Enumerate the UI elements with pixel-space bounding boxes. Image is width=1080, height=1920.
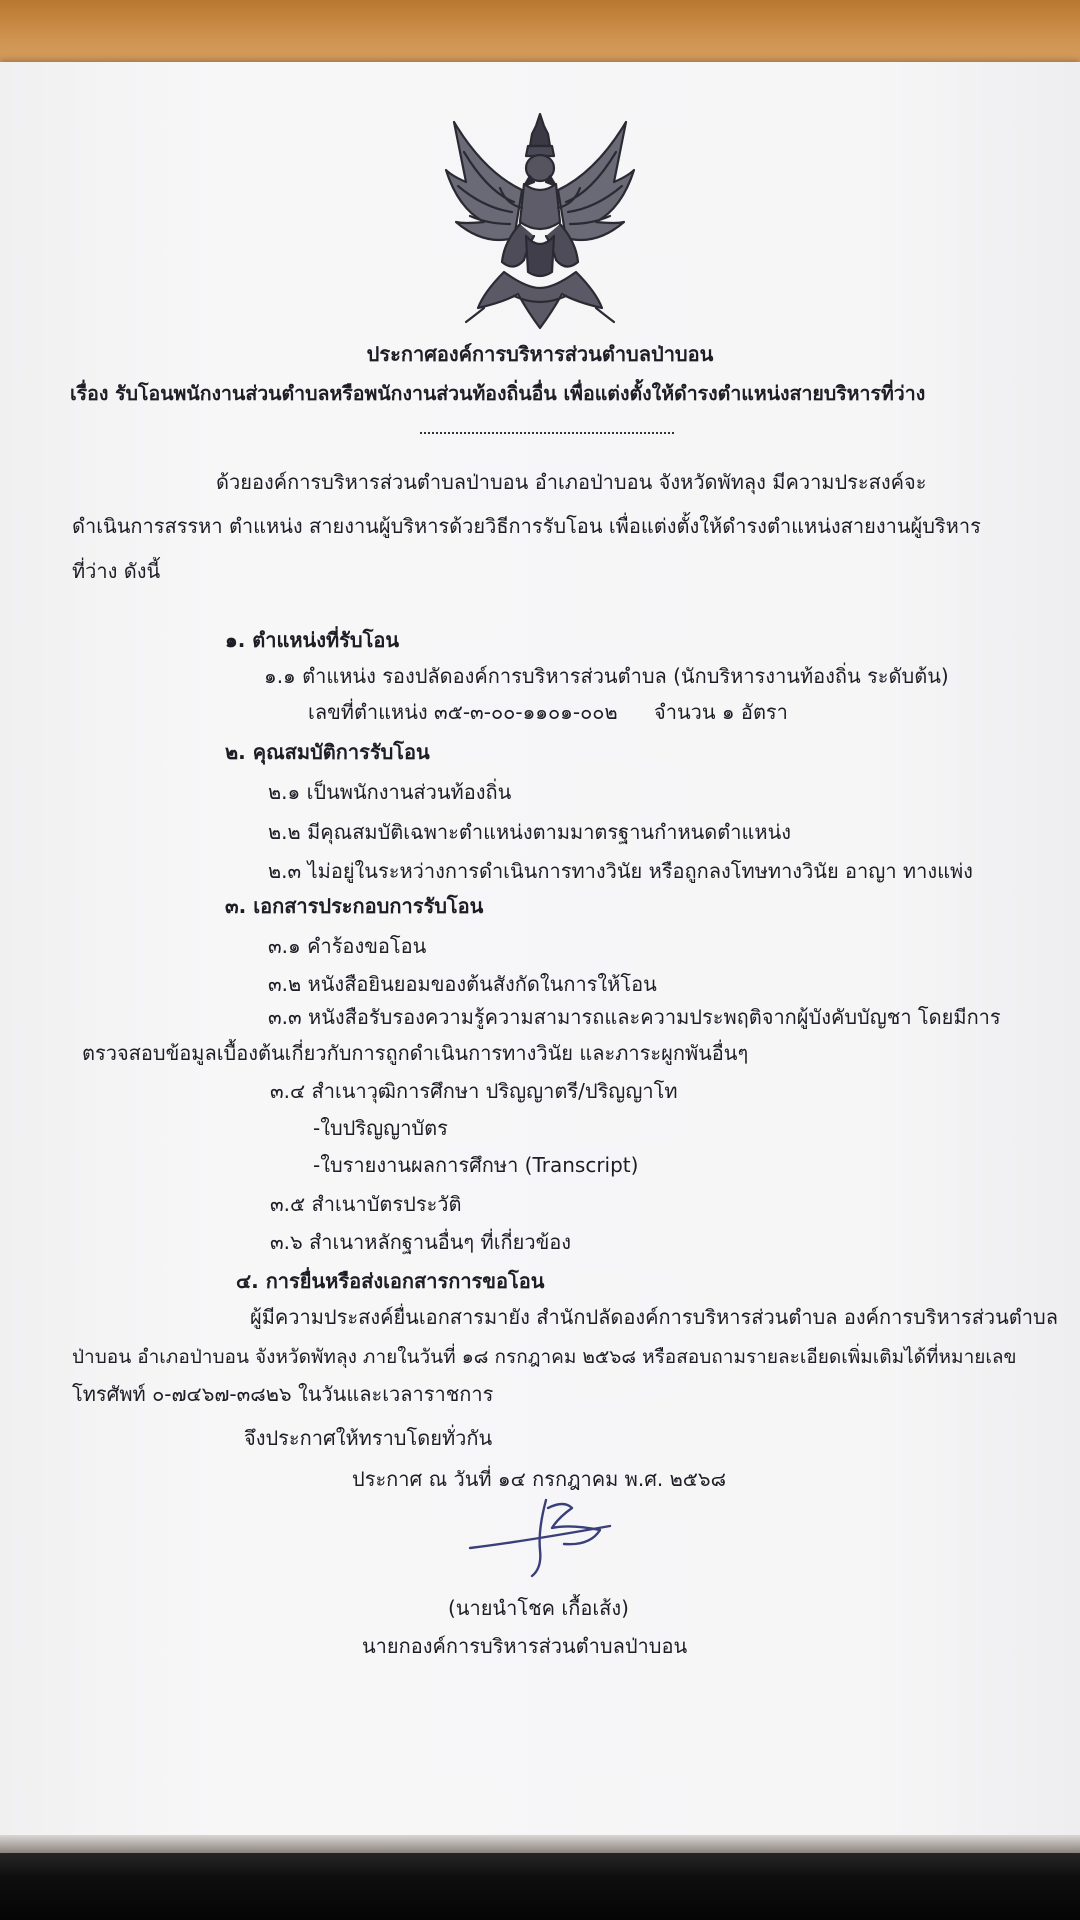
title-dotted-divider bbox=[420, 432, 674, 434]
section-3-item-3-line-2: ตรวจสอบข้อมูลเบื้องต้นเกี่ยวกับการถูกดำเนินการทางวินัย และภาระผูกพันอื่นๆ bbox=[82, 1041, 749, 1065]
signer-title: นายกองค์การบริหารส่วนตำบลป่าบอน bbox=[362, 1634, 688, 1658]
section-1-item-1: ๑.๑ ตำแหน่ง รองปลัดองค์การบริหารส่วนตำบล (นักบริหารงานท้องถิ่น ระดับต้น) bbox=[264, 664, 949, 688]
section-4-line-1: ผู้มีความประสงค์ยื่นเอกสารมายัง สำนักปลัดองค์การบริหารส่วนตำบล องค์การบริหารส่วนตำบล bbox=[250, 1305, 1058, 1329]
section-3-item-6: ๓.๖ สำเนาหลักฐานอื่นๆ ที่เกี่ยวข้อง bbox=[270, 1230, 572, 1254]
closing-announcement: จึงประกาศให้ทราบโดยทั่วกัน bbox=[244, 1426, 493, 1450]
section-4-line-2: ป่าบอน อำเภอป่าบอน จังหวัดพัทลุง ภายในวันที่ ๑๘ กรกฎาคม ๒๕๖๘ หรือสอบถามรายละเอียดเพิ่มเติมได้ที่หมายเลข bbox=[72, 1346, 1017, 1368]
section-2-item-1: ๒.๑ เป็นพนักงานส่วนท้องถิ่น bbox=[268, 780, 512, 804]
section-3-item-4-sub-1: -ใบปริญญาบัตร bbox=[313, 1116, 448, 1140]
section-3-heading: ๓. เอกสารประกอบการรับโอน bbox=[225, 894, 484, 918]
intro-line-3: ที่ว่าง ดังนี้ bbox=[72, 559, 161, 583]
announcement-date: ประกาศ ณ วันที่ ๑๔ กรกฎาคม พ.ศ. ๒๕๖๘ bbox=[352, 1467, 727, 1491]
section-3-item-2: ๓.๒ หนังสือยินยอมของต้นสังกัดในการให้โอน bbox=[268, 972, 657, 996]
section-1-position-count: จำนวน ๑ อัตรา bbox=[654, 700, 788, 724]
section-2-item-3: ๒.๓ ไม่อยู่ในระหว่างการดำเนินการทางวินัย หรือถูกลงโทษทางวินัย อาญา ทางแพ่ง bbox=[268, 859, 973, 883]
dark-floor-background bbox=[0, 1850, 1080, 1920]
signer-name: (นายนำโชค เกื้อเส้ง) bbox=[448, 1596, 629, 1620]
section-3-item-4: ๓.๔ สำเนาวุฒิการศึกษา ปริญญาตรี/ปริญญาโท bbox=[270, 1079, 678, 1103]
section-2-item-2: ๒.๒ มีคุณสมบัติเฉพาะตำแหน่งตามมาตรฐานกำหนดตำแหน่ง bbox=[268, 820, 792, 844]
section-4-heading: ๔. การยื่นหรือส่งเอกสารการขอโอน bbox=[236, 1269, 545, 1293]
handwritten-signature bbox=[460, 1490, 630, 1580]
section-3-item-5: ๓.๕ สำเนาบัตรประวัติ bbox=[270, 1192, 462, 1216]
section-2-heading: ๒. คุณสมบัติการรับโอน bbox=[225, 740, 430, 764]
paper-bottom-edge bbox=[0, 1835, 1080, 1853]
section-3-item-1: ๓.๑ คำร้องขอโอน bbox=[268, 934, 427, 958]
section-1-position-number: เลขที่ตำแหน่ง ๓๕-๓-๐๐-๑๑๐๑-๐๐๒ bbox=[308, 700, 618, 724]
section-3-item-3-line-1: ๓.๓ หนังสือรับรองความรู้ความสามารถและความประพฤติจากผู้บังคับบัญชา โดยมีการ bbox=[268, 1005, 1001, 1029]
garuda-emblem-icon bbox=[444, 112, 636, 332]
announcement-subject: เรื่อง รับโอนพนักงานส่วนตำบลหรือพนักงานส่วนท้องถิ่นอื่น เพื่อแต่งตั้งให้ดำรงตำแหน่งสายบริหารที่ว่าง bbox=[70, 382, 926, 405]
section-3-item-4-sub-2: -ใบรายงานผลการศึกษา (Transcript) bbox=[313, 1153, 639, 1177]
intro-line-1: ด้วยองค์การบริหารส่วนตำบลป่าบอน อำเภอป่าบอน จังหวัดพัทลุง มีความประสงค์จะ bbox=[216, 470, 927, 494]
intro-line-2: ดำเนินการสรรหา ตำแหน่ง สายงานผู้บริหารด้วยวิธีการรับโอน เพื่อแต่งตั้งให้ดำรงตำแหน่งสายงานผู้บริหาร bbox=[72, 514, 981, 538]
section-4-line-3: โทรศัพท์ ๐-๗๔๖๗-๓๘๒๖ ในวันและเวลาราชการ bbox=[72, 1382, 494, 1406]
announcement-title: ประกาศองค์การบริหารส่วนตำบลป่าบอน bbox=[366, 342, 714, 366]
section-1-heading: ๑. ตำแหน่งที่รับโอน bbox=[225, 628, 400, 652]
wooden-table-background bbox=[0, 0, 1080, 70]
